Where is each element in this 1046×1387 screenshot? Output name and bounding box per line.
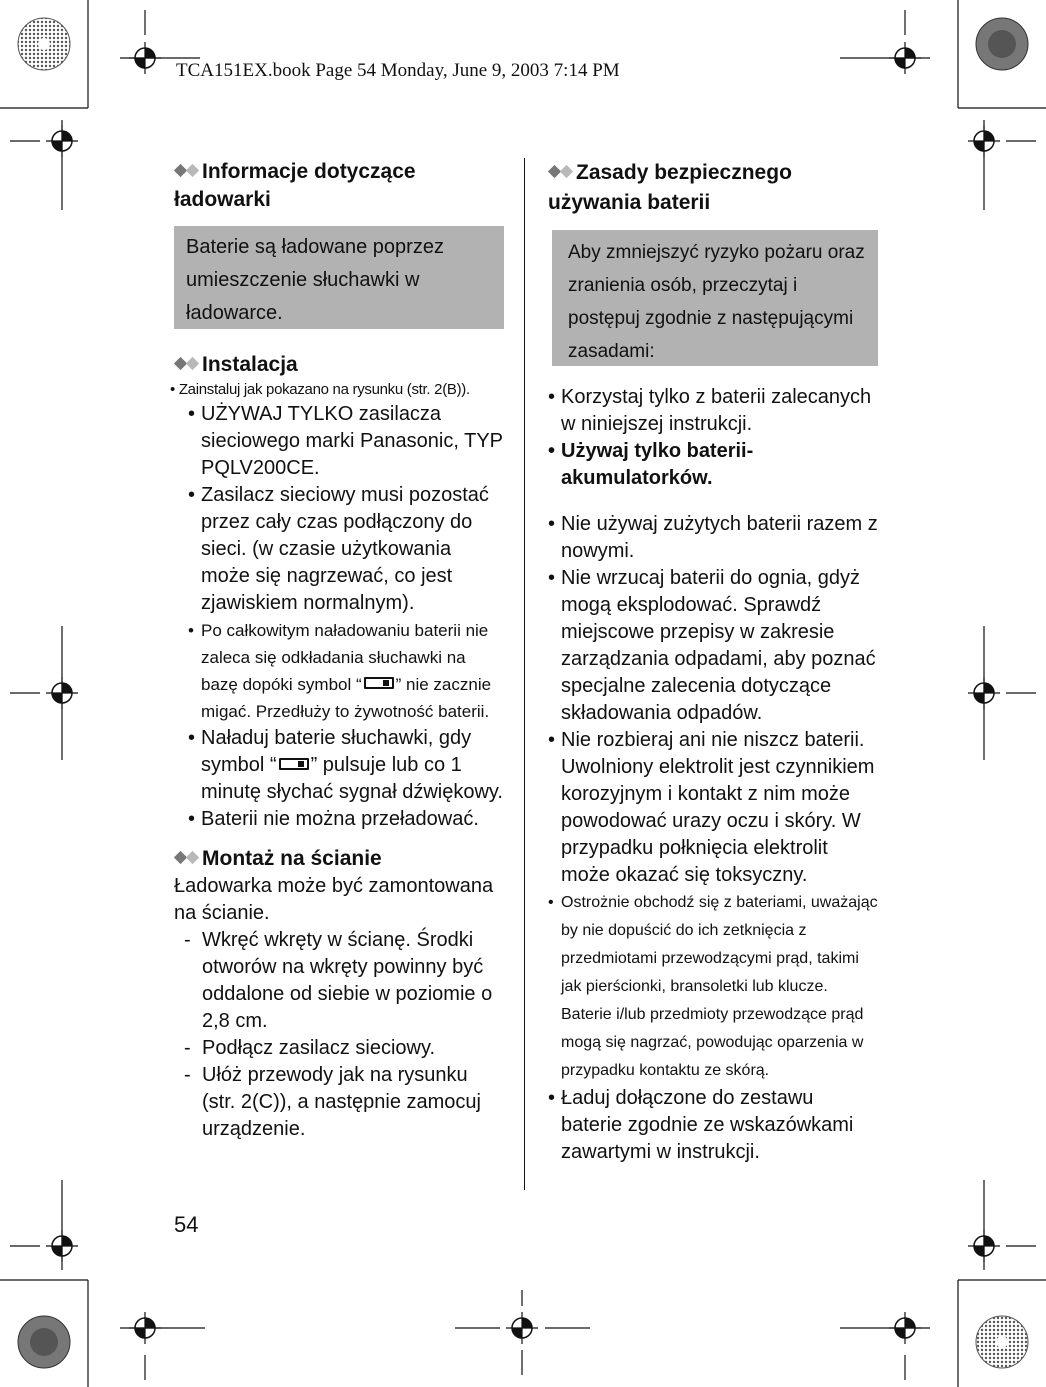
info-box-charger: Baterie są ładowane poprzez umieszczenie słuchawki w ładowarce. <box>174 226 504 329</box>
installation-intro: • Zainstaluj jak pokazano na rysunku (str. 2(B)). <box>170 381 470 398</box>
battery-rules-list-b <box>548 511 878 1166</box>
section-title-charger: Informacje dotyczące ładowarki <box>174 160 416 211</box>
list-item: • Używaj tylko baterii-akumulatorków. <box>548 438 878 492</box>
list-item: • Nie używaj zużytych baterii razem z nowymi. <box>548 511 878 565</box>
list-item: • UŻYWAJ TYLKO zasilacza sieciowego marki Panasonic, TYP PQLV200CE. <box>174 401 504 482</box>
page-number: 54 <box>174 1212 199 1237</box>
installation-list <box>174 401 504 833</box>
list-item: • Ostrożnie obchodź się z bateriami, uważając by nie dopuścić do ich zetknięcia z przedmiotami przewodzącymi prąd, takimi jak pierścionki, bransoletki lub klucze. Baterie i/lub przedmioty przewodzące prąd mogą się nagrzać, powodując oparzenia w przypadku kontaktu ze skórą. <box>548 889 878 1085</box>
diamond-icon <box>560 165 573 178</box>
list-item: • Zasilacz sieciowy musi pozostać przez cały czas podłączony do sieci. (w czasie użytkowania może się nagrzewać, co jest zjawiskiem normalnym). <box>174 482 504 617</box>
list-item: • Naładuj baterie słuchawki, gdy symbol “ ” pulsuje lub co 1 minutę słychać sygnał dźwiękowy. <box>174 725 504 806</box>
right-column <box>548 158 878 1166</box>
list-item: - Podłącz zasilacz sieciowy. <box>174 1035 504 1062</box>
section-title-wall-mount: Montaż na ścianie <box>174 845 504 873</box>
print-header: TCA151EX.book Page 54 Monday, June 9, 2003 7:14 PM <box>176 60 620 81</box>
list-item: • Po całkowitym naładowaniu baterii nie zaleca się odkładania słuchawki na bazę dopóki symbol “ ” nie zacznie migać. Przedłuży to żywotność baterii. <box>174 617 504 725</box>
diamond-icon <box>186 164 199 177</box>
battery-icon <box>364 677 394 689</box>
left-column <box>170 158 504 1143</box>
list-item: • Nie rozbieraj ani nie niszcz baterii. Uwolniony elektrolit jest czynnikiem korozyjnym i kontakt z nim może powodować urazy oczu i skóry. W przypadku połknięcia elektrolit może okazać się toksyczny. <box>548 727 878 889</box>
list-item: - Wkręć wkręty w ścianę. Środki otworów na wkręty powinny być oddalone od siebie w poziomie o 2,8 cm. <box>174 927 504 1035</box>
diamond-icon <box>186 357 199 370</box>
list-item: • Baterii nie można przeładować. <box>174 806 504 833</box>
list-item: • Korzystaj tylko z baterii zalecanych w niniejszej instrukcji. <box>548 384 878 438</box>
list-item: - Ułóż przewody jak na rysunku (str. 2(C)), a następnie zamocuj urządzenie. <box>174 1062 504 1143</box>
battery-rules-list-a <box>548 384 878 492</box>
list-item: • Nie wrzucaj baterii do ognia, gdyż mogą eksplodować. Sprawdź miejscowe przepisy w zakresie zarządzania odpadami, aby poznać specjalne zalecenia dotyczące składowania odpadów. <box>548 565 878 727</box>
wall-mount-list <box>174 927 504 1143</box>
list-item: • Ładuj dołączone do zestawu baterie zgodnie ze wskazówkami zawartymi w instrukcji. <box>548 1085 878 1166</box>
section-title-installation: Instalacja <box>174 351 504 379</box>
diamond-icon <box>186 851 199 864</box>
section-title-battery-safety: Zasady bezpiecznego używania baterii <box>548 161 792 214</box>
column-divider <box>524 158 525 1190</box>
wall-mount-intro: Ładowarka może być zamontowana na ścianie. <box>174 875 494 924</box>
battery-icon <box>279 758 309 770</box>
info-box-battery-safety: Aby zmniejszyć ryzyko pożaru oraz zranienia osób, przeczytaj i postępuj zgodnie z następującymi zasadami: <box>552 230 878 366</box>
